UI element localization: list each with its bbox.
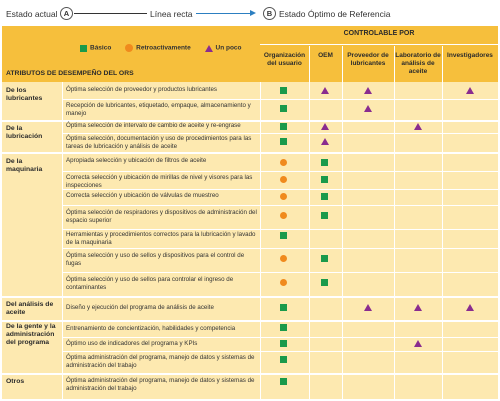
divider — [62, 337, 498, 338]
square-icon — [280, 340, 287, 347]
point-a-marker: A — [60, 7, 73, 20]
divider — [2, 320, 498, 322]
row-10-text: Óptima selección y uso de sellos para controlar el ingreso de contaminantes — [66, 276, 234, 291]
divider — [62, 351, 498, 352]
row-11-text: Diseño y ejecución del programa de análisis de aceite — [66, 304, 214, 311]
group-lubricacion: De la lubricación — [6, 125, 43, 140]
divider — [62, 229, 498, 230]
group-maquinaria: De la maquinaria — [6, 158, 43, 173]
row-14-text: Óptima administración del programa, manejo de datos y sistemas de administración del trabajo — [66, 354, 255, 369]
circle-icon — [280, 212, 287, 219]
divider — [394, 46, 395, 82]
square-icon — [280, 138, 287, 145]
circle-icon — [280, 176, 287, 183]
square-icon — [321, 176, 328, 183]
square-icon — [321, 193, 328, 200]
group-lubricantes: De los lubricantes — [6, 87, 43, 102]
square-icon — [280, 324, 287, 331]
attributes-heading: ATRIBUTOS DE DESEMPEÑO DEL ORS — [6, 70, 134, 77]
triangle-icon — [414, 123, 422, 130]
square-icon — [280, 304, 287, 311]
divider — [2, 373, 498, 375]
square-icon — [280, 232, 287, 239]
triangle-icon — [321, 138, 329, 145]
square-icon — [280, 378, 287, 385]
legend-un-poco: Un poco — [215, 44, 242, 52]
divider — [2, 296, 498, 298]
attributes-table — [2, 26, 498, 399]
square-icon — [80, 45, 87, 52]
triangle-icon — [321, 123, 329, 130]
circle-icon — [280, 159, 287, 166]
arrow-right-icon — [250, 10, 256, 16]
divider — [260, 44, 498, 45]
divider — [2, 152, 498, 154]
triangle-icon — [364, 105, 372, 112]
row-7-text: Óptima selección de respiradores y dispositivos de administración del espacio superior — [66, 209, 257, 224]
group-gente: De la gente y la administración del programa — [6, 323, 56, 346]
line-segment-right — [196, 13, 250, 14]
divider — [62, 248, 498, 249]
circle-icon — [280, 279, 287, 286]
row-13-text: Óptimo uso de indicadores del programa y KPIs — [66, 340, 198, 347]
circle-icon — [280, 255, 287, 262]
col-proveedor: Proveedor de lubricantes — [347, 52, 389, 67]
triangle-icon — [466, 87, 474, 94]
square-icon — [321, 255, 328, 262]
col-laboratorio: Laboratorio de análisis de aceite — [395, 52, 441, 75]
triangle-icon — [414, 340, 422, 347]
col-oem: OEM — [318, 52, 333, 59]
row-8-text: Herramientas y procedimientos correctos para la lubricación y lavado de la maquinaria — [66, 231, 256, 246]
circle-icon — [280, 193, 287, 200]
row-5-text: Correcta selección y ubicación de mirillas de nivel y visores para las inspecciones — [66, 174, 253, 189]
group-analisis: Del análisis de aceite — [6, 301, 54, 316]
divider — [62, 205, 498, 206]
row-2-text: Óptima selección de intervalo de cambio de aceite y re-engrase — [66, 122, 241, 129]
divider — [62, 99, 498, 100]
row-15-text: Óptima administración del programa, manejo de datos y sistemas de administración del trabajo — [66, 377, 255, 392]
square-icon — [321, 279, 328, 286]
square-icon — [280, 356, 287, 363]
row-12-text: Entrenamiento de concientización, habilidades y competencia — [66, 325, 236, 332]
line-segment-left — [74, 13, 147, 14]
circle-icon — [125, 44, 133, 52]
linea-recta-label: Línea recta — [150, 9, 193, 19]
square-icon — [280, 123, 287, 130]
divider — [309, 46, 310, 82]
col-organizacion: Organización del usuario — [263, 52, 306, 67]
point-b-marker: B — [263, 7, 276, 20]
header-bar — [0, 0, 500, 24]
triangle-icon — [205, 45, 213, 52]
group-otros: Otros — [6, 378, 25, 385]
row-3-text: Óptima selección, documentación y uso de procedimientos para las tareas de lubricación y análisis de aceite — [66, 135, 252, 150]
row-6-text: Correcta selección y ubicación de válvulas de muestreo — [66, 192, 219, 199]
estado-actual-label: Estado actual — [6, 9, 58, 19]
row-1-text: Recepción de lubricantes, etiquetado, empaque, almacenamiento y manejo — [66, 102, 251, 117]
row-0-text: Óptima selección de proveedor y productos lubricantes — [66, 86, 217, 93]
legend-basico: Básico — [90, 44, 112, 52]
estado-optimo-label: Estado Óptimo de Referencia — [279, 9, 391, 19]
divider — [442, 46, 443, 82]
row-4-text: Apropiada selección y ubicación de filtros de aceite — [66, 157, 207, 164]
triangle-icon — [364, 304, 372, 311]
divider — [342, 46, 343, 82]
square-icon — [280, 87, 287, 94]
triangle-icon — [414, 304, 422, 311]
triangle-icon — [321, 87, 329, 94]
square-icon — [280, 105, 287, 112]
square-icon — [321, 159, 328, 166]
row-9-text: Óptima selección y uso de sellos y dispositivos para el control de fugas — [66, 252, 245, 267]
controlable-por-heading: CONTROLABLE POR — [343, 30, 415, 37]
divider — [62, 133, 498, 134]
divider — [62, 171, 498, 172]
triangle-icon — [364, 87, 372, 94]
legend-retroactivamente: Retroactivamente — [136, 44, 191, 52]
square-icon — [321, 212, 328, 219]
divider — [62, 272, 498, 273]
triangle-icon — [466, 304, 474, 311]
col-investigadores: Investigadores — [447, 52, 493, 59]
legend — [80, 44, 242, 52]
